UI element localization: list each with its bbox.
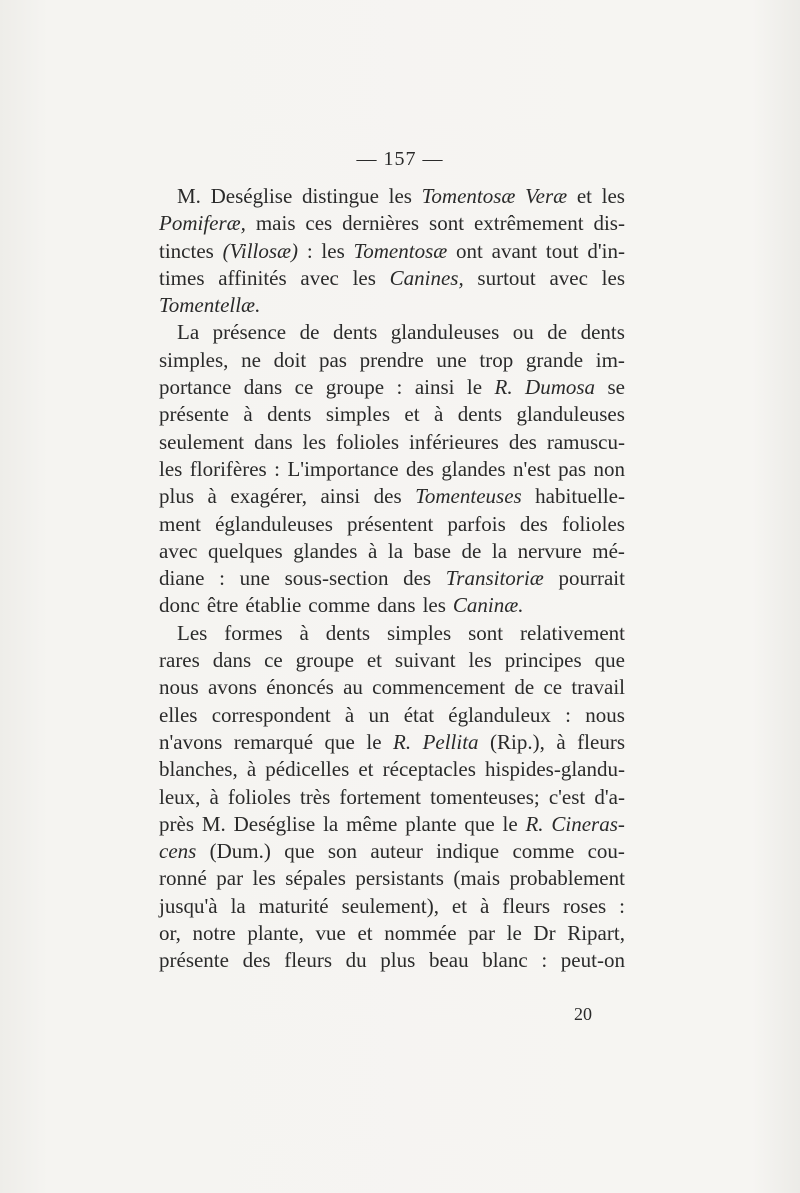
text-line bbox=[159, 620, 625, 647]
word: des bbox=[519, 511, 548, 536]
word: tinctes bbox=[159, 238, 214, 263]
word: doit bbox=[273, 347, 307, 372]
text-line bbox=[159, 592, 625, 619]
word: : bbox=[274, 456, 281, 481]
word: cou- bbox=[587, 839, 625, 864]
word: à bbox=[433, 402, 444, 427]
word: très bbox=[299, 784, 331, 809]
word: im- bbox=[595, 347, 625, 372]
word: seulement bbox=[159, 429, 245, 454]
word: groupe bbox=[325, 375, 385, 400]
word: à bbox=[344, 702, 355, 727]
word: pas bbox=[318, 347, 347, 372]
word: que bbox=[284, 839, 315, 864]
word: dents bbox=[580, 320, 625, 345]
word: et bbox=[357, 921, 373, 946]
text-line bbox=[159, 319, 625, 346]
word: parfois bbox=[447, 511, 506, 536]
word: présentent bbox=[347, 511, 434, 536]
word: et bbox=[576, 184, 592, 208]
word: et bbox=[358, 757, 374, 782]
word: le bbox=[466, 375, 483, 400]
word: ainsi bbox=[414, 375, 455, 400]
word: comme bbox=[308, 593, 371, 618]
word: les bbox=[601, 265, 625, 290]
word: les bbox=[252, 866, 276, 891]
word: des bbox=[373, 484, 402, 509]
text-line bbox=[159, 292, 625, 319]
word: avec bbox=[549, 265, 588, 290]
word: affinités bbox=[218, 265, 287, 290]
word: donc bbox=[159, 593, 200, 618]
word: d'a- bbox=[594, 784, 625, 809]
word: sépales bbox=[285, 866, 346, 891]
word: exagérer, bbox=[230, 484, 307, 509]
word: à bbox=[207, 484, 217, 509]
word: travail bbox=[571, 675, 625, 700]
word: le bbox=[366, 729, 382, 754]
text-line bbox=[159, 374, 625, 401]
word: fortement bbox=[339, 784, 422, 809]
word: dents bbox=[457, 402, 503, 427]
word: roses bbox=[563, 893, 607, 918]
word: quelques bbox=[208, 538, 283, 563]
word: pas bbox=[558, 456, 587, 481]
word: nervure bbox=[517, 538, 582, 563]
word: formes bbox=[224, 620, 283, 645]
word: Pomiferæ, bbox=[159, 211, 246, 236]
word: la bbox=[230, 893, 246, 918]
word: des bbox=[242, 948, 271, 973]
word: Dr bbox=[533, 921, 556, 946]
word: plante, bbox=[247, 921, 304, 946]
word: fleurs bbox=[284, 948, 333, 973]
word: non bbox=[593, 456, 625, 481]
word: les bbox=[321, 238, 345, 263]
word: églanduleux bbox=[448, 702, 551, 727]
word: églanduleuses bbox=[215, 511, 333, 536]
word: glanduleuses bbox=[516, 402, 625, 427]
word: à bbox=[243, 402, 253, 427]
word: des bbox=[508, 429, 537, 454]
word: Deséglise bbox=[233, 811, 316, 836]
word: les bbox=[159, 456, 183, 481]
word: remarqué bbox=[233, 729, 314, 754]
word: Transitoriæ bbox=[445, 566, 544, 591]
word: times bbox=[159, 265, 205, 290]
word: la bbox=[491, 538, 508, 563]
word: avons bbox=[207, 675, 257, 700]
word: son bbox=[327, 839, 358, 864]
word: folioles bbox=[561, 511, 625, 536]
word: plante bbox=[405, 811, 457, 836]
word: folioles bbox=[336, 429, 400, 454]
word: : bbox=[396, 375, 403, 400]
word: fleurs bbox=[502, 893, 551, 918]
text-line bbox=[159, 893, 625, 920]
word: les bbox=[422, 593, 446, 618]
word: (Rip.), bbox=[490, 729, 545, 754]
word: sont bbox=[429, 211, 465, 236]
word: elles bbox=[159, 702, 198, 727]
word: se bbox=[607, 375, 625, 400]
word: La bbox=[177, 320, 200, 345]
word: Tomentosæ bbox=[353, 238, 448, 263]
word: leux, bbox=[159, 784, 201, 809]
text-line bbox=[159, 647, 625, 674]
word: jusqu'à bbox=[159, 893, 218, 918]
word: dans bbox=[212, 648, 252, 673]
text-line bbox=[159, 920, 625, 947]
word: commencement bbox=[372, 675, 506, 700]
word: ainsi bbox=[320, 484, 361, 509]
text-line bbox=[159, 210, 625, 237]
word: que bbox=[464, 811, 495, 836]
word: vue bbox=[315, 921, 346, 946]
word: dans bbox=[254, 429, 293, 454]
word: ronné bbox=[159, 866, 207, 891]
word: à bbox=[480, 893, 490, 918]
word: extrêmement bbox=[473, 211, 584, 236]
word: prendre bbox=[359, 347, 424, 372]
text-line bbox=[159, 756, 625, 783]
word: du bbox=[345, 948, 367, 973]
word: présente bbox=[159, 948, 229, 973]
word: établie bbox=[245, 593, 302, 618]
word: plus bbox=[380, 948, 416, 973]
word: nous bbox=[585, 702, 625, 727]
word: (Villosæ) bbox=[222, 238, 299, 263]
page-number: — 157 — bbox=[356, 148, 444, 170]
word: habituelle- bbox=[535, 484, 625, 509]
word: Canines, bbox=[389, 265, 464, 290]
word: dents bbox=[332, 320, 378, 345]
word: Ripart, bbox=[567, 921, 625, 946]
word: ou bbox=[512, 320, 534, 345]
word: dents bbox=[325, 620, 371, 645]
text-line bbox=[159, 811, 625, 838]
word: glandes bbox=[293, 538, 358, 563]
word: c'est bbox=[548, 784, 586, 809]
word: : bbox=[541, 948, 548, 973]
word: : bbox=[619, 893, 625, 918]
word: réceptacles bbox=[382, 757, 476, 782]
word: ce bbox=[294, 375, 314, 400]
word: dans bbox=[243, 375, 283, 400]
word: dents bbox=[267, 402, 312, 427]
word: dernières bbox=[342, 211, 420, 236]
word: groupe bbox=[295, 648, 354, 673]
text-line bbox=[159, 238, 625, 265]
word: présente bbox=[159, 402, 229, 427]
word: ment bbox=[159, 511, 201, 536]
word: à bbox=[556, 729, 566, 754]
word: avant bbox=[491, 238, 538, 263]
word: correspondent bbox=[211, 702, 331, 727]
word: près bbox=[159, 811, 194, 836]
text-line bbox=[159, 729, 625, 756]
word: tomenteuses; bbox=[430, 784, 540, 809]
word: cens bbox=[159, 839, 197, 864]
word: de bbox=[299, 320, 320, 345]
word: de bbox=[461, 538, 482, 563]
word: glanduleuses bbox=[390, 320, 500, 345]
word: à bbox=[299, 620, 309, 645]
word: à bbox=[246, 757, 257, 782]
word: notre bbox=[192, 921, 236, 946]
word: une bbox=[436, 347, 467, 372]
word: Dumosa bbox=[525, 375, 596, 400]
word: et bbox=[404, 402, 420, 427]
word: nommée bbox=[384, 921, 457, 946]
word: or, bbox=[159, 921, 181, 946]
text-line bbox=[159, 456, 625, 483]
word: Tomentellæ. bbox=[159, 293, 261, 318]
word: ces bbox=[305, 211, 333, 236]
word: Deséglise bbox=[210, 184, 293, 208]
word: les bbox=[468, 648, 492, 673]
word: blanches, bbox=[159, 757, 238, 782]
word: pédicelles bbox=[265, 757, 350, 782]
word: plus bbox=[159, 484, 195, 509]
word: surtout bbox=[477, 265, 536, 290]
word: Tomentosæ bbox=[421, 184, 516, 208]
word: fleurs bbox=[577, 729, 625, 754]
word: des bbox=[405, 456, 434, 481]
word: que bbox=[324, 729, 355, 754]
word: les bbox=[302, 429, 326, 454]
word: L'importance bbox=[287, 456, 399, 481]
word: au bbox=[343, 675, 363, 700]
word: des bbox=[403, 566, 432, 591]
word: (mais bbox=[453, 866, 501, 891]
word: glandes bbox=[441, 456, 506, 481]
word: à bbox=[367, 538, 378, 563]
word: R. bbox=[525, 811, 544, 836]
word: hispides-glandu- bbox=[485, 757, 625, 782]
word: à bbox=[209, 784, 219, 809]
word: florifères bbox=[189, 456, 267, 481]
word: Les bbox=[177, 620, 208, 645]
word: de bbox=[547, 320, 568, 345]
word: état bbox=[403, 702, 435, 727]
word: tout bbox=[545, 238, 579, 263]
text-line bbox=[159, 565, 625, 592]
word: sous-section bbox=[284, 566, 389, 591]
word: Pellita bbox=[422, 729, 479, 754]
word: Veræ bbox=[525, 184, 568, 208]
signature-mark: 20 bbox=[574, 1004, 592, 1024]
word: principes bbox=[504, 648, 582, 673]
text-line bbox=[159, 265, 625, 292]
text-line bbox=[159, 401, 625, 428]
word: la bbox=[323, 811, 339, 836]
text-line bbox=[159, 183, 625, 210]
word: persistants bbox=[355, 866, 444, 891]
word: n'est bbox=[513, 456, 551, 481]
text-line bbox=[159, 674, 625, 701]
word: distingue bbox=[301, 184, 379, 208]
word: (Dum.) bbox=[209, 839, 271, 864]
word: un bbox=[368, 702, 390, 727]
word: ont bbox=[456, 238, 483, 263]
word: dis- bbox=[593, 211, 625, 236]
word: ce bbox=[543, 675, 563, 700]
word: simples bbox=[325, 402, 391, 427]
word: pourrait bbox=[558, 566, 625, 591]
word: mais bbox=[255, 211, 296, 236]
text-line bbox=[159, 702, 625, 729]
word: M. bbox=[177, 184, 201, 208]
word: diane bbox=[159, 566, 205, 591]
word: avec bbox=[300, 265, 339, 290]
word: auteur bbox=[370, 839, 423, 864]
word: peut-on bbox=[560, 948, 625, 973]
word: être bbox=[206, 593, 239, 618]
text-line bbox=[159, 429, 625, 456]
word: n'avons bbox=[159, 729, 223, 754]
word: : bbox=[565, 702, 571, 727]
word: d'in- bbox=[587, 238, 625, 263]
word: les bbox=[601, 184, 625, 208]
word: seulement), bbox=[341, 893, 439, 918]
word: par bbox=[468, 921, 495, 946]
text-line bbox=[159, 511, 625, 538]
word: M. bbox=[201, 811, 226, 836]
word: probablement bbox=[509, 866, 625, 891]
word: le bbox=[502, 811, 518, 836]
word: base bbox=[413, 538, 451, 563]
word: Tomenteuses bbox=[415, 484, 522, 509]
text-line bbox=[159, 347, 625, 374]
word: les bbox=[388, 184, 412, 208]
text-line bbox=[159, 784, 625, 811]
word: : bbox=[306, 238, 313, 263]
word: beau bbox=[428, 948, 469, 973]
word: une bbox=[239, 566, 270, 591]
word: grande bbox=[525, 347, 584, 372]
word: suivant bbox=[394, 648, 456, 673]
word: Cineras- bbox=[551, 811, 625, 836]
word: même bbox=[346, 811, 398, 836]
body-text bbox=[159, 183, 625, 975]
word: trop bbox=[479, 347, 514, 372]
word: inférieures bbox=[409, 429, 499, 454]
word: blanc bbox=[482, 948, 528, 973]
word: présence bbox=[212, 320, 287, 345]
word: énoncés bbox=[266, 675, 334, 700]
word: maturité bbox=[258, 893, 329, 918]
word: Caninæ. bbox=[452, 593, 524, 618]
word: relativement bbox=[520, 620, 625, 645]
word: simples, bbox=[159, 347, 229, 372]
word: ce bbox=[264, 648, 283, 673]
word: ne bbox=[241, 347, 261, 372]
word: rares bbox=[159, 648, 200, 673]
word: ramuscu- bbox=[546, 429, 625, 454]
word: : bbox=[219, 566, 225, 591]
word: R. bbox=[494, 375, 513, 400]
word: indique bbox=[436, 839, 500, 864]
text-line bbox=[159, 865, 625, 892]
text-line bbox=[159, 838, 625, 865]
word: la bbox=[387, 538, 404, 563]
word: folioles bbox=[227, 784, 291, 809]
word: le bbox=[506, 921, 522, 946]
word: comme bbox=[512, 839, 575, 864]
word: par bbox=[216, 866, 244, 891]
word: et bbox=[451, 893, 468, 918]
word: avec bbox=[159, 538, 198, 563]
word: mé- bbox=[592, 538, 625, 563]
word: portance bbox=[159, 375, 232, 400]
text-line bbox=[159, 947, 625, 974]
word: les bbox=[352, 265, 376, 290]
text-line bbox=[159, 538, 625, 565]
word: nous bbox=[159, 675, 199, 700]
word: et bbox=[366, 648, 383, 673]
word: sont bbox=[468, 620, 504, 645]
word: simples bbox=[387, 620, 452, 645]
word: R. bbox=[393, 729, 412, 754]
word: dans bbox=[377, 593, 416, 618]
word: que bbox=[594, 648, 625, 673]
word: de bbox=[514, 675, 535, 700]
text-line bbox=[159, 483, 625, 510]
